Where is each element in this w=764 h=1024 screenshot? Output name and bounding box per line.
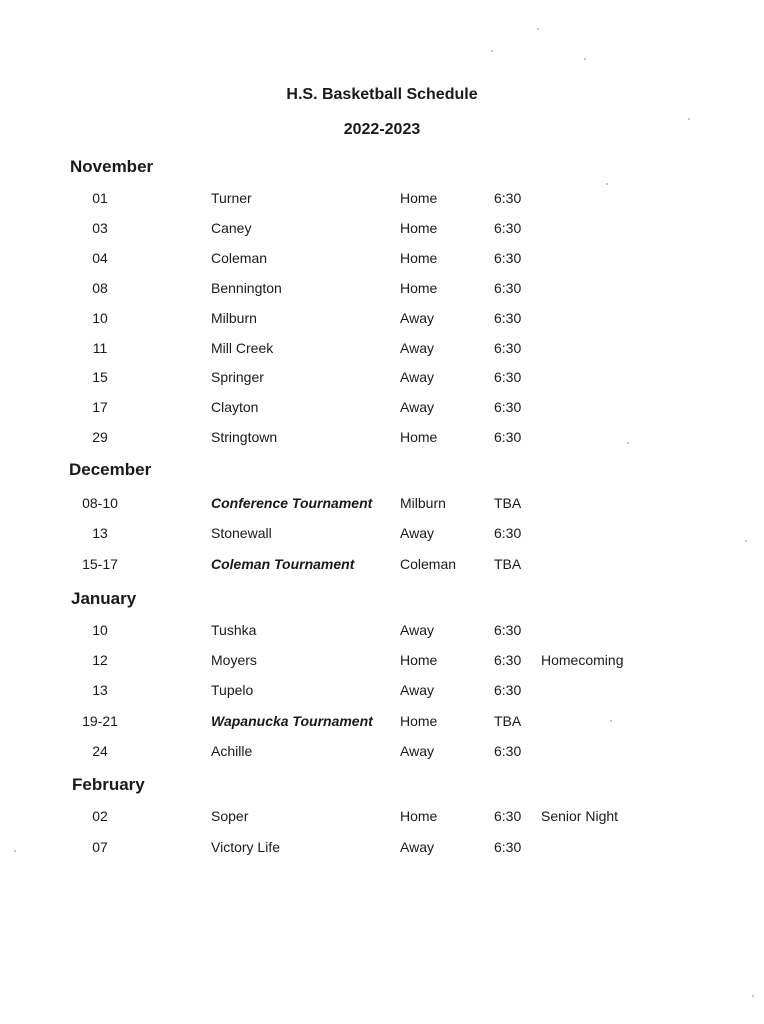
- schedule-row: [0, 250, 764, 270]
- game-location: Home: [400, 652, 438, 668]
- game-time: 6:30: [494, 310, 522, 326]
- game-time: 6:30: [494, 652, 522, 668]
- schedule-row: [0, 280, 764, 300]
- game-opponent: Coleman Tournament: [211, 556, 355, 572]
- scan-speck: [610, 720, 612, 722]
- game-time: 6:30: [494, 622, 522, 638]
- game-date: 17: [92, 399, 108, 415]
- game-time: TBA: [494, 495, 522, 511]
- game-opponent: Victory Life: [211, 839, 280, 855]
- game-time: 6:30: [494, 429, 522, 445]
- game-location: Home: [400, 190, 438, 206]
- game-opponent: Mill Creek: [211, 340, 274, 356]
- schedule-row: [0, 340, 764, 360]
- game-location: Home: [400, 429, 438, 445]
- game-note: Homecoming: [541, 652, 624, 668]
- game-date: 02: [92, 808, 108, 824]
- game-time: 6:30: [494, 220, 522, 236]
- game-time: 6:30: [494, 525, 522, 541]
- game-location: Home: [400, 250, 438, 266]
- schedule-row: [0, 525, 764, 545]
- game-date: 08-10: [82, 495, 118, 511]
- month-heading-november: November: [70, 157, 154, 176]
- game-location: Away: [400, 399, 434, 415]
- schedule-row: [0, 652, 764, 672]
- game-date: 13: [92, 525, 108, 541]
- game-location: Away: [400, 622, 434, 638]
- schedule-row: [0, 682, 764, 702]
- scan-speck: [606, 183, 608, 185]
- month-heading-december: December: [69, 460, 152, 479]
- schedule-row: [0, 369, 764, 389]
- game-date: 01: [92, 190, 108, 206]
- game-location: Home: [400, 220, 438, 236]
- game-date: 08: [92, 280, 108, 296]
- game-opponent: Soper: [211, 808, 249, 824]
- game-time: 6:30: [494, 190, 522, 206]
- game-location: Away: [400, 369, 434, 385]
- game-location: Home: [400, 280, 438, 296]
- season-label: 2022-2023: [343, 121, 421, 138]
- schedule-row: [0, 808, 764, 828]
- game-date: 13: [92, 682, 108, 698]
- game-location: Away: [400, 340, 434, 356]
- schedule-row: [0, 220, 764, 240]
- game-date: 24: [92, 743, 108, 759]
- month-heading-february: February: [72, 775, 145, 794]
- page-title: H.S. Basketball Schedule: [286, 86, 478, 103]
- game-date: 10: [92, 310, 108, 326]
- game-date: 15: [92, 369, 108, 385]
- schedule-row: [0, 399, 764, 419]
- game-time: TBA: [494, 556, 522, 572]
- game-opponent: Coleman: [211, 250, 268, 266]
- game-opponent: Tupelo: [211, 682, 254, 698]
- game-opponent: Moyers: [211, 652, 257, 668]
- game-opponent: Stringtown: [211, 429, 278, 445]
- game-time: 6:30: [494, 682, 522, 698]
- game-opponent: Wapanucka Tournament: [211, 713, 373, 729]
- game-date: 07: [92, 839, 108, 855]
- game-opponent: Achille: [211, 743, 253, 759]
- game-location: Coleman: [400, 556, 457, 572]
- game-time: 6:30: [494, 743, 522, 759]
- game-time: 6:30: [494, 280, 522, 296]
- game-opponent: Milburn: [211, 310, 257, 326]
- scan-speck: [491, 50, 493, 52]
- game-location: Away: [400, 743, 434, 759]
- game-time: 6:30: [494, 340, 522, 356]
- game-location: Away: [400, 310, 434, 326]
- scan-speck: [752, 995, 754, 997]
- game-location: Milburn: [400, 495, 446, 511]
- game-time: 6:30: [494, 369, 522, 385]
- game-location: Away: [400, 839, 434, 855]
- game-time: 6:30: [494, 808, 522, 824]
- game-date: 19-21: [82, 713, 118, 729]
- schedule-row: [0, 310, 764, 330]
- game-opponent: Conference Tournament: [211, 495, 373, 511]
- game-time: TBA: [494, 713, 522, 729]
- schedule-row: [0, 190, 764, 210]
- schedule-row: [0, 429, 764, 449]
- game-opponent: Clayton: [211, 399, 259, 415]
- schedule-row: [0, 713, 764, 733]
- game-opponent: Turner: [211, 190, 252, 206]
- scan-speck: [627, 442, 629, 444]
- game-location: Home: [400, 808, 438, 824]
- schedule-row: [0, 622, 764, 642]
- game-opponent: Bennington: [211, 280, 282, 296]
- game-date: 11: [92, 340, 108, 356]
- scan-speck: [14, 850, 16, 852]
- scan-speck: [688, 118, 690, 120]
- schedule-row: [0, 743, 764, 763]
- scan-speck: [537, 28, 539, 30]
- game-date: 12: [92, 652, 108, 668]
- game-opponent: Stonewall: [211, 525, 272, 541]
- game-opponent: Springer: [211, 369, 264, 385]
- game-location: Home: [400, 713, 438, 729]
- schedule-row: [0, 556, 764, 576]
- game-time: 6:30: [494, 250, 522, 266]
- game-opponent: Caney: [211, 220, 252, 236]
- game-time: 6:30: [494, 399, 522, 415]
- game-date: 03: [92, 220, 108, 236]
- game-note: Senior Night: [541, 808, 619, 824]
- game-location: Away: [400, 682, 434, 698]
- game-date: 04: [92, 250, 108, 266]
- game-date: 29: [92, 429, 108, 445]
- schedule-row: [0, 495, 764, 515]
- game-location: Away: [400, 525, 434, 541]
- scan-speck: [745, 540, 747, 542]
- game-date: 10: [92, 622, 108, 638]
- month-heading-january: January: [71, 589, 137, 608]
- game-opponent: Tushka: [211, 622, 257, 638]
- schedule-row: [0, 839, 764, 859]
- game-date: 15-17: [82, 556, 118, 572]
- scan-speck: [584, 58, 586, 60]
- game-time: 6:30: [494, 839, 522, 855]
